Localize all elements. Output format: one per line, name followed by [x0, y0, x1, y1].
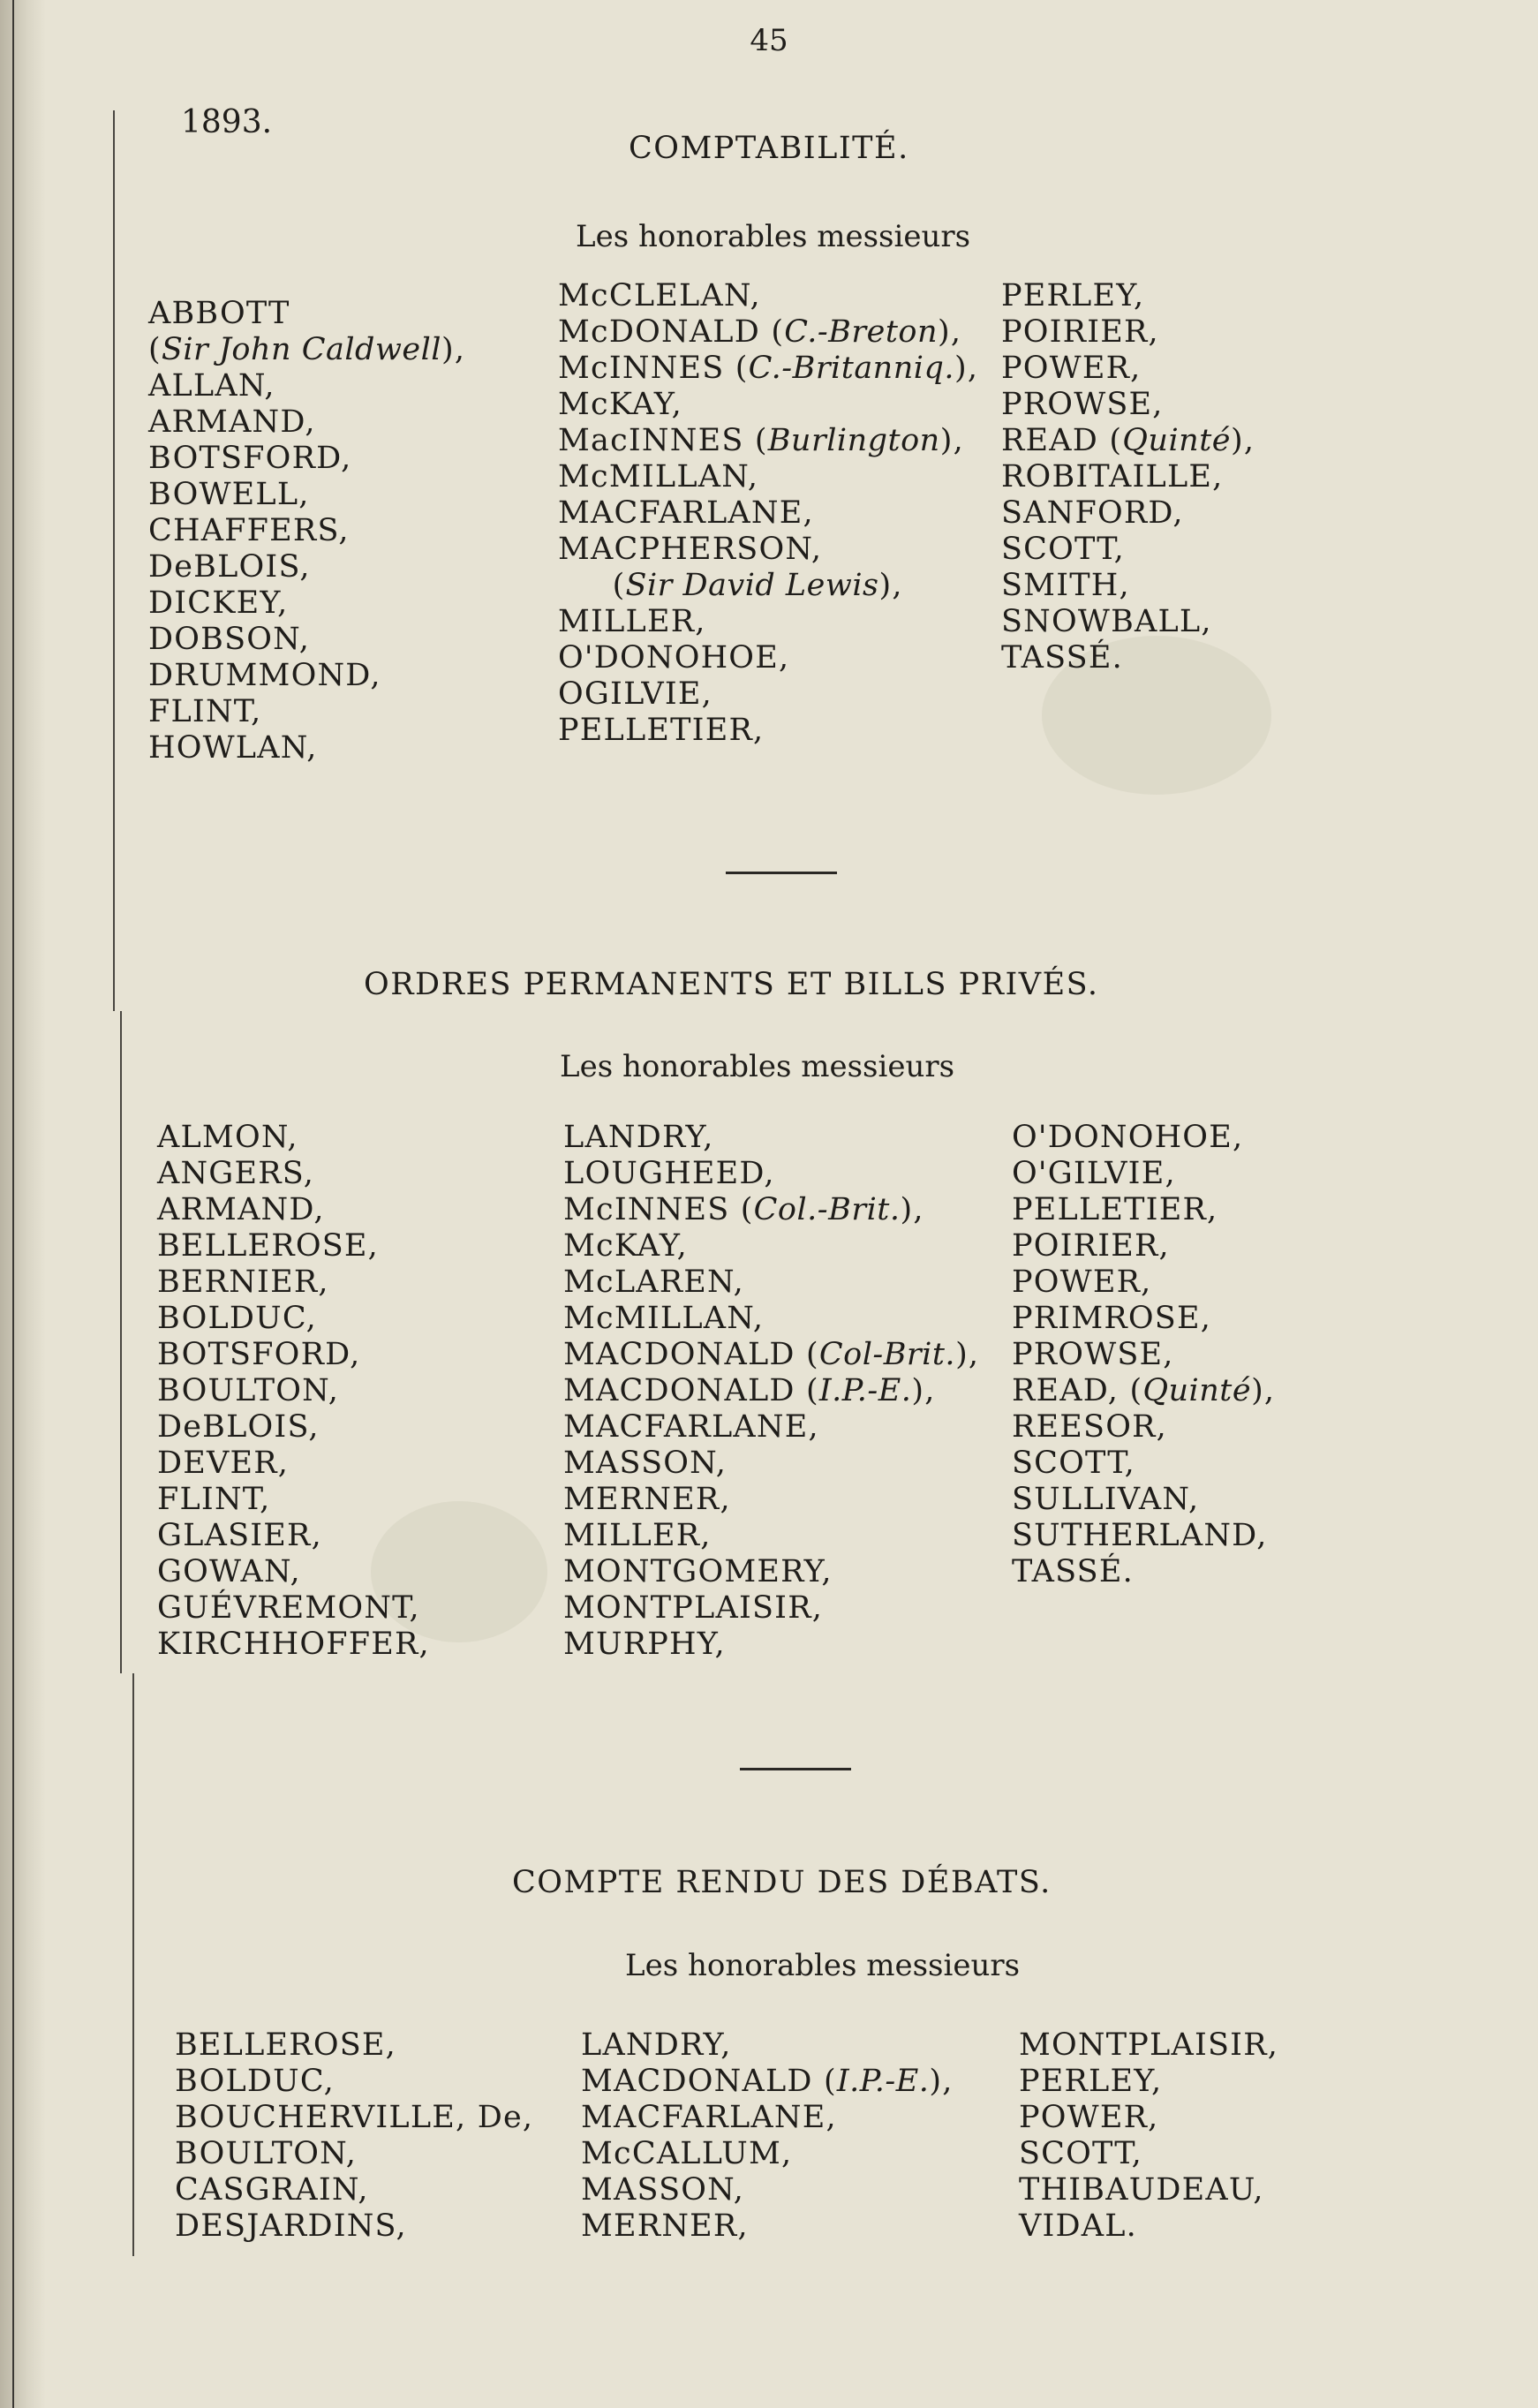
- member-column: [1012, 1120, 1275, 1590]
- member-name: McKAY,: [558, 387, 682, 422]
- member-name: ARMAND,: [157, 1192, 325, 1227]
- member-name: BOULTON,: [175, 2136, 358, 2171]
- member-name: SCOTT,: [1012, 1446, 1135, 1481]
- member-name: LANDRY,: [563, 1120, 714, 1155]
- member-name: THIBAUDEAU,: [1019, 2172, 1264, 2208]
- member-name: POIRIER,: [1001, 314, 1159, 350]
- member-name: BOWELL,: [148, 477, 310, 512]
- member-name: FLINT,: [148, 694, 262, 729]
- member-name: MILLER,: [563, 1518, 712, 1553]
- member-name: KIRCHHOFFER,: [157, 1627, 430, 1662]
- member-name: PERLEY,: [1001, 278, 1145, 313]
- member-name: BELLEROSE,: [175, 2027, 397, 2063]
- member-column: [175, 2027, 533, 2245]
- member-name: MACFARLANE,: [581, 2100, 837, 2135]
- member-name: FLINT,: [157, 1482, 271, 1517]
- member-name: SCOTT,: [1001, 532, 1125, 567]
- member-name: PELLETIER,: [558, 713, 765, 748]
- member-name: McINNES (Col.-Brit.),: [563, 1192, 924, 1227]
- member-name: POWER,: [1001, 351, 1142, 386]
- member-name: McDONALD (C.-Breton),: [558, 314, 962, 350]
- section-subtitle: Les honorables messieurs: [625, 1948, 1021, 1983]
- member-name: McMILLAN,: [558, 459, 759, 494]
- member-name: MASSON,: [563, 1446, 728, 1481]
- member-name: MACDONALD (Col-Brit.),: [563, 1337, 980, 1372]
- member-name: McINNES (C.-Britanniq.),: [558, 351, 979, 386]
- left-margin-rule: [113, 110, 115, 1011]
- member-name: BOULTON,: [157, 1373, 340, 1408]
- section-subtitle: Les honorables messieurs: [576, 219, 971, 254]
- member-name: McKAY,: [563, 1228, 688, 1264]
- member-name: MASSON,: [581, 2172, 745, 2208]
- member-name: REESOR,: [1012, 1409, 1168, 1445]
- member-name: SULLIVAN,: [1012, 1482, 1200, 1517]
- member-column: [558, 278, 978, 749]
- member-name: GLASIER,: [157, 1518, 322, 1553]
- member-name: HOWLAN,: [148, 730, 318, 766]
- member-name: BOLDUC,: [175, 2064, 335, 2099]
- member-name: ALLAN,: [148, 368, 275, 404]
- member-name: MacINNES (Burlington),: [558, 423, 964, 458]
- member-column: [148, 296, 465, 766]
- member-name: MONTGOMERY,: [563, 1554, 833, 1589]
- member-name: BOLDUC,: [157, 1301, 317, 1336]
- member-name: DESJARDINS,: [175, 2208, 407, 2244]
- member-name: OGILVIE,: [558, 676, 712, 712]
- member-name: MACFARLANE,: [563, 1409, 819, 1445]
- member-name: POIRIER,: [1012, 1228, 1170, 1264]
- section-title-comptabilite: COMPTABILITÉ.: [629, 131, 909, 166]
- member-name: MACDONALD (I.P.-E.),: [563, 1373, 936, 1408]
- member-name: ABBOTT: [148, 296, 290, 331]
- member-name: DRUMMOND,: [148, 658, 381, 693]
- member-column: [157, 1120, 430, 1663]
- member-name: BELLEROSE,: [157, 1228, 380, 1264]
- member-name: ARMAND,: [148, 404, 316, 440]
- member-name: (Sir David Lewis),: [558, 568, 903, 603]
- member-name: PROWSE,: [1012, 1337, 1174, 1372]
- member-column: [1001, 278, 1255, 676]
- member-name: PRIMROSE,: [1012, 1301, 1212, 1336]
- left-margin-rule: [132, 1673, 134, 2256]
- member-name: TASSÉ.: [1012, 1554, 1134, 1589]
- member-name: McCALLUM,: [581, 2136, 793, 2171]
- member-name: ALMON,: [157, 1120, 298, 1155]
- member-name: MONTPLAISIR,: [1019, 2027, 1279, 2063]
- member-name: DOBSON,: [148, 622, 311, 657]
- member-name: BERNIER,: [157, 1264, 329, 1300]
- member-name: BOTSFORD,: [157, 1337, 361, 1372]
- member-name: McCLELAN,: [558, 278, 761, 313]
- left-margin-rule: [120, 1011, 122, 1673]
- member-name: MURPHY,: [563, 1627, 726, 1662]
- member-name: MACFARLANE,: [558, 495, 814, 531]
- member-name: GOWAN,: [157, 1554, 301, 1589]
- member-name: MACDONALD (I.P.-E.),: [581, 2064, 954, 2099]
- member-column: [563, 1120, 979, 1663]
- member-name: LOUGHEED,: [563, 1156, 775, 1191]
- member-name: SANFORD,: [1001, 495, 1184, 531]
- member-name: READ, (Quinté),: [1012, 1373, 1276, 1408]
- member-name: PROWSE,: [1001, 387, 1164, 422]
- member-name: SNOWBALL,: [1001, 604, 1212, 639]
- member-name: MERNER,: [563, 1482, 731, 1517]
- member-name: PERLEY,: [1019, 2064, 1163, 2099]
- member-name: O'DONOHOE,: [1012, 1120, 1244, 1155]
- member-name: BOTSFORD,: [148, 441, 352, 476]
- member-name: MILLER,: [558, 604, 706, 639]
- member-name: POWER,: [1019, 2100, 1159, 2135]
- member-name: CHAFFERS,: [148, 513, 350, 548]
- member-name: MERNER,: [581, 2208, 749, 2244]
- member-name: SCOTT,: [1019, 2136, 1142, 2171]
- section-title-ordres-permanents: ORDRES PERMANENTS ET BILLS PRIVÉS.: [364, 967, 1099, 1002]
- member-name: DICKEY,: [148, 585, 289, 621]
- member-name: ROBITAILLE,: [1001, 459, 1224, 494]
- member-name: DeBLOIS,: [148, 549, 311, 585]
- member-name: TASSÉ.: [1001, 640, 1123, 676]
- member-name: O'DONOHOE,: [558, 640, 790, 676]
- member-name: PELLETIER,: [1012, 1192, 1218, 1227]
- member-name: O'GILVIE,: [1012, 1156, 1176, 1191]
- member-name: ANGERS,: [157, 1156, 315, 1191]
- member-name: POWER,: [1012, 1264, 1152, 1300]
- member-name: READ (Quinté),: [1001, 423, 1255, 458]
- member-name: MONTPLAISIR,: [563, 1590, 824, 1626]
- member-name: LANDRY,: [581, 2027, 732, 2063]
- member-name: VIDAL.: [1019, 2208, 1138, 2244]
- page-number: 45: [750, 23, 788, 58]
- member-name: McMILLAN,: [563, 1301, 765, 1336]
- member-name: DeBLOIS,: [157, 1409, 320, 1445]
- member-name: SMITH,: [1001, 568, 1130, 603]
- member-name: DEVER,: [157, 1446, 290, 1481]
- section-divider: [726, 872, 837, 874]
- section-title-compte-rendu: COMPTE RENDU DES DÉBATS.: [512, 1865, 1052, 1900]
- member-column: [581, 2027, 954, 2245]
- section-subtitle: Les honorables messieurs: [560, 1049, 955, 1084]
- year-label: 1893.: [181, 104, 273, 140]
- book-spine-shadow: [0, 0, 46, 2408]
- member-column: [1019, 2027, 1278, 2245]
- member-name: MACPHERSON,: [558, 532, 823, 567]
- member-name: McLAREN,: [563, 1264, 744, 1300]
- member-name: (Sir John Caldwell),: [148, 332, 466, 367]
- gutter-line: [12, 0, 14, 2408]
- section-divider: [740, 1768, 851, 1770]
- member-name: BOUCHERVILLE, De,: [175, 2100, 534, 2135]
- member-name: SUTHERLAND,: [1012, 1518, 1268, 1553]
- member-name: CASGRAIN,: [175, 2172, 369, 2208]
- member-name: GUÉVREMONT,: [157, 1590, 420, 1626]
